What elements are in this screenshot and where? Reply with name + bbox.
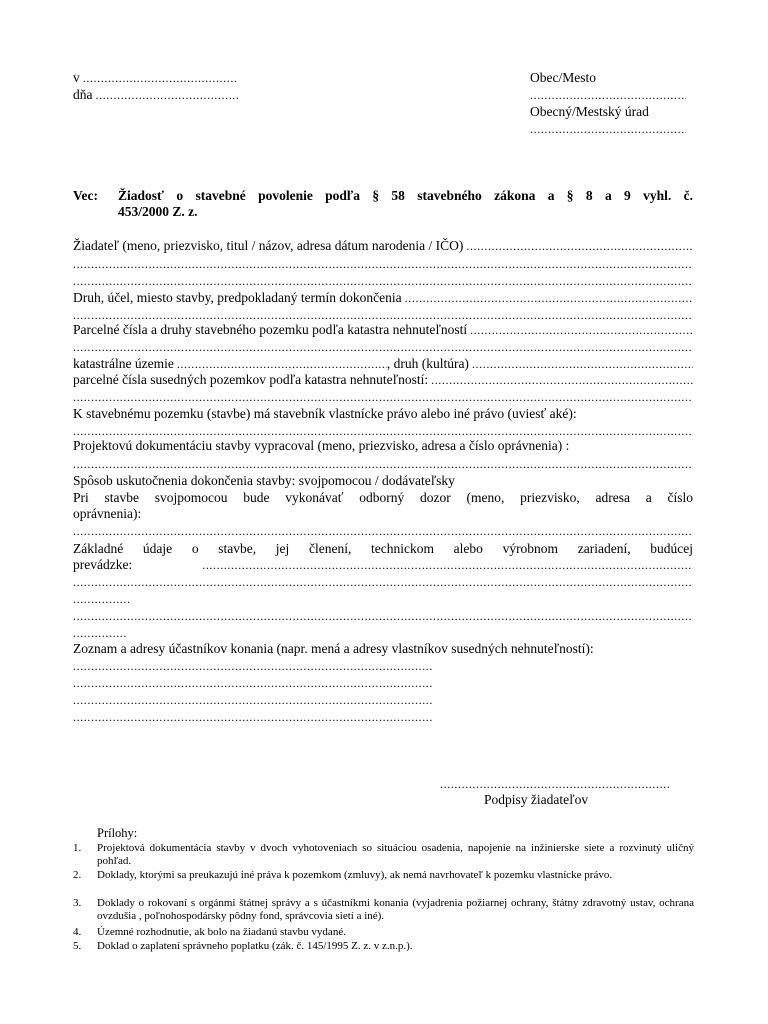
construction-type-line-2[interactable] (73, 307, 693, 323)
cadastral-label: katastrálne územie (73, 356, 174, 371)
ownership-field[interactable] (73, 423, 693, 439)
attachment-number: 4. (73, 926, 82, 938)
attachment-text: Územné rozhodnutie, ak bolo na žiadanú stavbu vydané. (97, 926, 346, 938)
attachment-text: Doklady o rokovaní s orgánmi štátnej správy a s účastníkmi konania (vyjadrenia požiarnej ochrany, štátny zdravotný ustav, ochrana ovzdušia , poľnohospodársky pôdny fond, správcovia sietí a iné). (97, 897, 694, 922)
construction-type-row[interactable] (73, 290, 693, 306)
attachment-text: Doklad o zaplatení správneho poplatku (zák. č. 145/1995 Z. z. v z.n.p.). (97, 940, 413, 952)
culture-label: , druh (kultúra) (386, 356, 469, 371)
participants-line-3[interactable] (73, 692, 433, 708)
subject-line-1: Žiadosť o stavebné povolenie podľa § 58 stavebného zákona a § 8 a 9 vyhl. č. (118, 188, 693, 203)
culture-field[interactable] (472, 356, 693, 372)
basic-data-line-3[interactable] (73, 574, 693, 590)
neighbor-parcels-row[interactable] (73, 372, 693, 388)
applicant-label: Žiadateľ (meno, priezvisko, titul / názov, adresa dátum narodenia / IČO) (73, 238, 464, 253)
date-field[interactable] (96, 87, 239, 103)
participants-line-1[interactable] (73, 658, 433, 674)
construction-type-field[interactable] (405, 290, 693, 306)
office-field[interactable] (530, 121, 686, 137)
basic-data-line-6[interactable] (73, 625, 127, 641)
neighbor-parcels-field[interactable] (431, 372, 693, 388)
participants-line-2[interactable] (73, 675, 433, 691)
attachments-title: Prílohy: (97, 826, 138, 840)
neighbor-parcels-line-2[interactable] (73, 389, 693, 405)
cadastral-field[interactable] (177, 356, 387, 372)
attachment-number: 3. (73, 897, 82, 909)
designer-field[interactable] (73, 456, 693, 472)
construction-type-label: Druh, účel, miesto stavby, predpokladaný termín dokončenia (73, 290, 402, 305)
subject-label: Vec: (73, 188, 98, 203)
designer-label: Projektovú dokumentáciu stavby vypracoval (meno, priezvisko, adresa a číslo oprávnenia) : (73, 438, 570, 453)
applicant-field[interactable] (466, 238, 693, 254)
attachment-number: 5. (73, 940, 82, 952)
municipality-field[interactable] (530, 87, 686, 103)
parcel-row[interactable] (73, 322, 693, 338)
date-line[interactable] (73, 87, 238, 103)
signature-field[interactable] (440, 776, 670, 792)
place-field[interactable] (83, 70, 238, 86)
office-label: Obecný/Mestský úrad (530, 104, 649, 119)
signature-label: Podpisy žiadateľov (484, 792, 589, 807)
attachment-text: Projektová dokumentácia stavby v dvoch vyhotoveniach so situáciou osadenia, napojenie na inžinierske siete a rozvinutý uličný pohľad. (97, 842, 694, 867)
basic-data-line-4[interactable] (73, 591, 131, 607)
participants-line-4[interactable] (73, 709, 433, 725)
basic-data-row[interactable] (73, 557, 693, 573)
attachment-number: 1. (73, 842, 82, 854)
attachment-text: Doklady, ktorými sa preukazujú iné práva k pozemkom (zmluvy), ak nemá navrhovateľ k pozemku vlastnícke právo. (97, 869, 613, 881)
basic-data-line-1: Základné údaje o stavbe, jej členení, technickom alebo výrobnom zariadení, budúcej (73, 541, 693, 556)
municipality-label: Obec/Mesto (530, 70, 596, 85)
method-label: Spôsob uskutočnenia dokončenia stavby: svojpomocou / dodávateľsky (73, 473, 455, 488)
place-label: v (73, 70, 80, 85)
applicant-line-3[interactable] (73, 273, 693, 289)
supervision-field[interactable] (73, 523, 693, 539)
subject-line-2: 453/2000 Z. z. (118, 204, 198, 219)
parcel-label: Parcelné čísla a druhy stavebného pozemku podľa katastra nehnuteľností (73, 322, 468, 337)
supervision-line-1: Pri stavbe svojpomocou bude vykonávať odborný dozor (meno, priezvisko, adresa a číslo (73, 490, 693, 505)
basic-data-line-2: prevádzke: (73, 557, 133, 572)
place-line[interactable] (73, 70, 238, 86)
date-label: dňa (73, 87, 93, 102)
neighbor-parcels-label: parcelné čísla susedných pozemkov podľa katastra nehnuteľností: (73, 372, 429, 387)
parcel-field[interactable] (470, 322, 693, 338)
participants-label: Zoznam a adresy účastníkov konania (napr. mená a adresy vlastníkov susedných nehnuteľností): (73, 641, 594, 656)
cadastral-row[interactable] (73, 356, 693, 372)
applicant-line-2[interactable] (73, 256, 693, 272)
parcel-line-2[interactable] (73, 339, 693, 355)
attachment-number: 2. (73, 869, 82, 881)
applicant-row[interactable] (73, 238, 693, 254)
basic-data-line-5[interactable] (73, 608, 693, 624)
ownership-label: K stavebnému pozemku (stavbe) má stavebník vlastnícke právo alebo iné právo (uviesť aké): (73, 406, 577, 421)
basic-data-field[interactable] (202, 557, 693, 573)
supervision-line-2: oprávnenia): (73, 506, 142, 521)
